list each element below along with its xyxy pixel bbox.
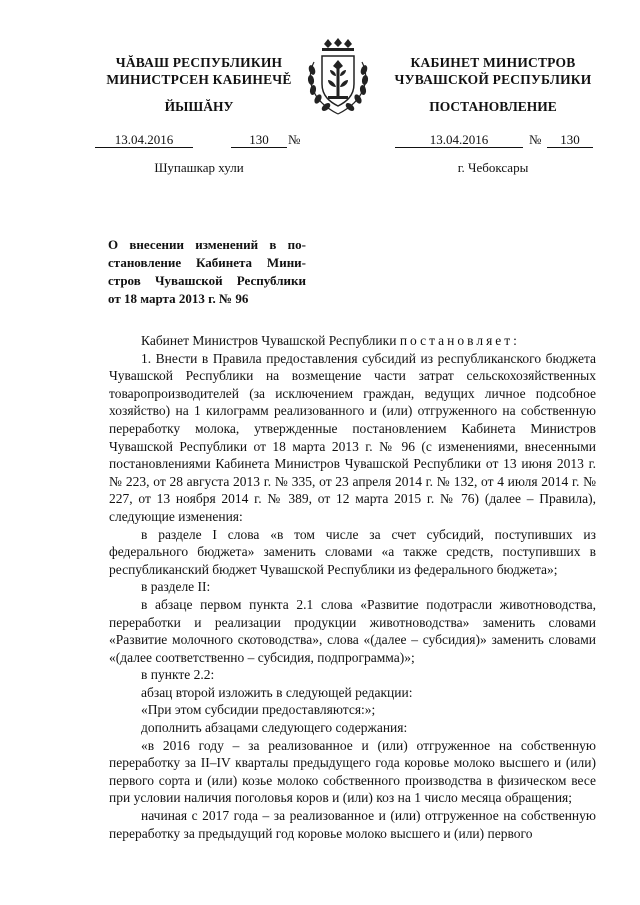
body-paragraph: в разделе I слова «в том числе за счет субсидий, поступивших из федерального бюджета» заменить словами «а также средств, поступивших в республиканский бюджет Чувашской Республики из федерального бюджета»;: [109, 526, 596, 577]
body-paragraph: в абзаце первом пункта 2.1 слова «Развитие подотрасли животноводства, переработки и реализации продукции животноводства» заменить словами «Развитие молочного скотоводства», слова «(далее – субсидия)» заменить словами «(далее соответственно – субсидия, подпрограмма)»;: [109, 596, 596, 665]
number-field-russian: 130: [547, 132, 593, 148]
document-number-chuvash: [95, 132, 313, 148]
issuer-russian-line2: ЧУВАШСКОЙ РЕСПУБЛИКИ: [394, 72, 592, 87]
document-number-russian: [395, 132, 600, 148]
document-title: [108, 236, 306, 308]
issuer-russian: [378, 54, 608, 88]
body-paragraph: «При этом субсидии предоставляются:»;: [141, 702, 376, 718]
issuer-chuvash-line2: МИНИСТРСЕН КАБИНЕЧĚ: [106, 72, 292, 87]
title-line: от 18 марта 2013 г. № 96: [108, 291, 249, 306]
emblem-icon: [300, 38, 376, 118]
number-field-chuvash: 130: [231, 132, 287, 148]
body-paragraph: дополнить абзацами следующего содержания:: [141, 720, 408, 736]
place-russian: г. Чебоксары: [457, 160, 529, 175]
title-line: О внесении изменений в по-: [108, 237, 306, 252]
place-chuvash: Шупашкар хули: [154, 160, 244, 175]
doc-type-chuvash: ЙЫШĂНУ: [164, 99, 234, 114]
body-paragraph: «в 2016 году – за реализованное и (или) отгруженное на собственную переработку за II–IV кварталы предыдущего года коровье молоко высшего и (или) первого сорта и (или) козье молоко собственного производства в физическом весе при условии наличия поголовья коров и (или) коз на 1 число месяца обращения;: [109, 737, 596, 806]
body-paragraph: абзац второй изложить в следующей редакции:: [141, 684, 413, 700]
document-body: [109, 332, 596, 842]
issuer-russian-line1: КАБИНЕТ МИНИСТРОВ: [410, 55, 576, 70]
title-line: становление Кабинета Мини-: [108, 255, 306, 270]
number-sign-russian: №: [529, 132, 542, 147]
title-line: стров Чувашской Республики: [108, 273, 306, 288]
body-paragraph: начиная с 2017 года – за реализованное и (или) отгруженное на собственную переработку за предыдущий год коровье молоко высшего и (или) первого: [109, 808, 596, 841]
date-field-russian: 13.04.2016: [395, 132, 523, 148]
number-sign-chuvash: №: [288, 132, 301, 147]
body-paragraph: 1. Внести в Правила предоставления субсидий из республиканского бюджета Чувашской Республики на возмещение части затрат сельскохозяйственных товаропроизводителей (за исключением граждан, ведущих личное подсобное хозяйство) на 1 килограмм реализованного и (или) отгруженного на собственную переработку молока, утвержденные постановлением Кабинета Министров Чувашской Республики от 18 марта 2013 г. № 96 (с изменениями, внесенными постановлениями Кабинета Министров Чувашской Республики от 13 июня 2013 г. № 223, от 28 августа 2013 г. № 335, от 23 апреля 2014 г. № 132, от 4 июля 2014 г. № 227, от 13 ноября 2014 г. № 389, от 12 марта 2015 г. № 76) (далее – Правила), следующие изменения:: [109, 350, 596, 524]
intro-paragraph: [109, 332, 596, 350]
issuer-chuvash-line1: ЧĂВАШ РЕСПУБЛИКИН: [115, 55, 283, 70]
date-field-chuvash: 13.04.2016: [95, 132, 193, 148]
intro-prefix: Кабинет Министров Чувашской Республики: [141, 333, 397, 348]
body-paragraph: в разделе II:: [141, 579, 211, 595]
coat-of-arms-emblem: [300, 38, 376, 118]
issuer-chuvash: [92, 54, 306, 88]
intro-resolves: постановляет:: [399, 333, 520, 348]
doc-type-russian: ПОСТАНОВЛЕНИЕ: [429, 99, 557, 114]
body-paragraph: в пункте 2.2:: [141, 667, 215, 683]
